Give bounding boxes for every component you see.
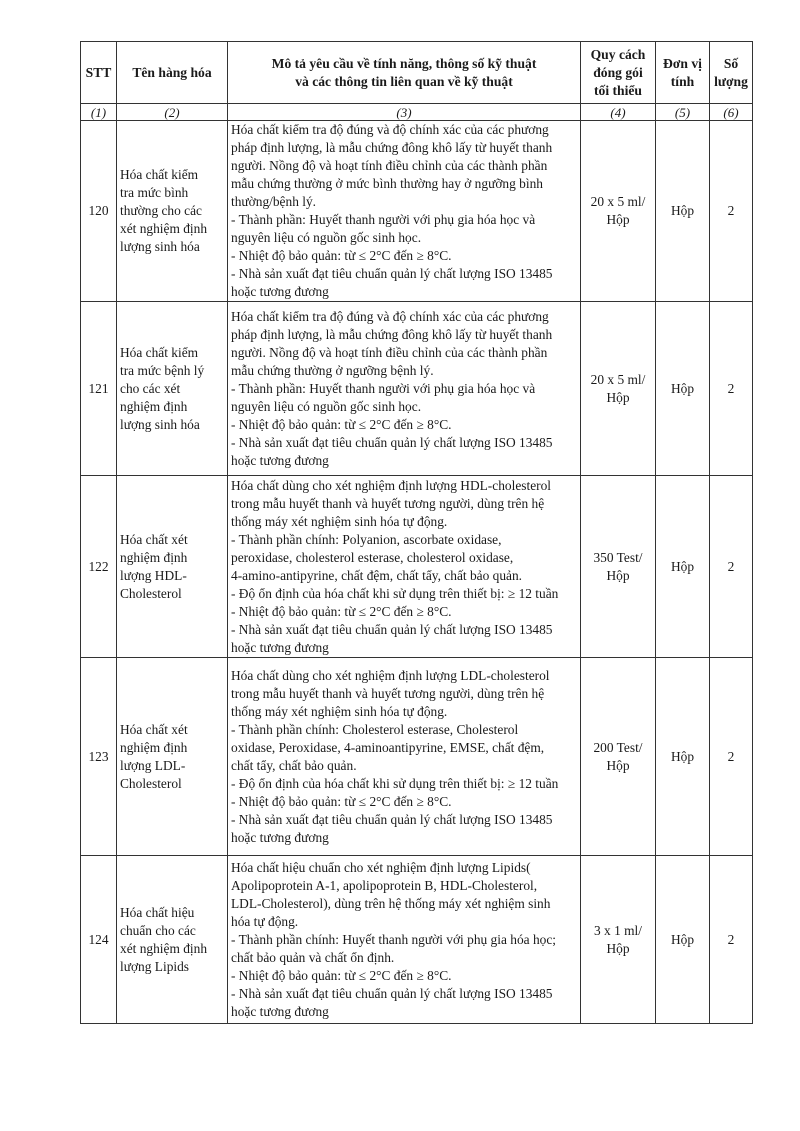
cell-item-name	[117, 121, 228, 302]
cell-description-line: trong mẫu huyết thanh và huyết tương người, dùng trên hệ	[231, 495, 545, 511]
specification-table	[80, 41, 753, 1024]
cell-packaging-line: 3 x 1 ml/	[594, 922, 642, 938]
cell-item-name-line: cho các xét	[120, 380, 181, 396]
cell-description-line: Apolipoprotein A-1, apolipoprotein B, HDL-Cholesterol,	[231, 877, 538, 893]
cell-item-name-line: tra mức bệnh lý	[120, 362, 205, 378]
column-number: (3)	[228, 104, 581, 121]
column-number-row	[81, 104, 753, 121]
cell-description-line: - Nhiệt độ bảo quản: từ ≤ 2°C đến ≥ 8°C.	[231, 248, 452, 263]
cell-description-line: - Nhiệt độ bảo quản: từ ≤ 2°C đến ≥ 8°C.	[231, 967, 452, 983]
table-row	[81, 476, 753, 658]
cell-packaging	[581, 121, 656, 302]
cell-packaging	[581, 302, 656, 476]
cell-description-line: - Thành phần: Huyết thanh người với phụ gia hóa học và	[231, 380, 536, 396]
cell-description-line: - Thành phần: Huyết thanh người với phụ gia hóa học và	[231, 212, 536, 227]
cell-unit: Hộp	[656, 302, 710, 476]
cell-description-line: - Nhà sản xuất đạt tiêu chuẩn quản lý chất lượng ISO 13485	[231, 621, 553, 637]
cell-item-name-line: Hóa chất kiểm	[120, 167, 199, 182]
cell-quantity: 2	[710, 121, 753, 302]
column-number: (2)	[117, 104, 228, 121]
cell-description-line: - Nhiệt độ bảo quản: từ ≤ 2°C đến ≥ 8°C.	[231, 603, 452, 619]
cell-description-line: chất tẩy, chất bảo quản.	[231, 757, 357, 773]
header-row	[81, 42, 753, 104]
cell-unit: Hộp	[656, 121, 710, 302]
table-row	[81, 658, 753, 856]
cell-description-line: peroxidase, cholesterol esterase, cholesterol oxidase,	[231, 549, 514, 565]
header-packaging: Quy cách đóng gói tối thiểu	[581, 42, 656, 104]
cell-item-name-line: lượng HDL-	[120, 567, 187, 583]
cell-description-line: pháp định lượng, là mẫu chứng đông khô lấy từ huyết thanh	[231, 140, 553, 155]
cell-item-name-line: xét nghiệm định	[120, 221, 208, 236]
cell-description	[228, 658, 581, 856]
cell-description-line: nguyên liệu có nguồn gốc sinh học.	[231, 230, 422, 245]
cell-description-line: LDL-Cholesterol), dùng trên hệ thống máy xét nghiệm sinh	[231, 895, 551, 911]
cell-packaging	[581, 658, 656, 856]
cell-item-name	[117, 302, 228, 476]
cell-description-line: thống máy xét nghiệm sinh hóa tự động.	[231, 703, 448, 719]
cell-description	[228, 302, 581, 476]
cell-quantity: 2	[710, 476, 753, 658]
cell-description-line: hóa tự động.	[231, 913, 299, 929]
header-stt: STT	[81, 42, 117, 104]
cell-description-line: người. Nồng độ và hoạt tính điều chỉnh của các thành phần	[231, 158, 548, 173]
cell-item-name-line: lượng LDL-	[120, 757, 186, 773]
cell-description-line: hoặc tương đương	[231, 1003, 329, 1019]
cell-description-line: - Nhà sản xuất đạt tiêu chuẩn quản lý chất lượng ISO 13485	[231, 266, 553, 281]
header-description: Mô tả yêu cầu về tính năng, thông số kỹ thuật và các thông tin liên quan về kỹ thuật	[228, 42, 581, 104]
cell-description-line: Hóa chất dùng cho xét nghiệm định lượng LDL-cholesterol	[231, 667, 550, 683]
column-number: (6)	[710, 104, 753, 121]
cell-stt: 124	[81, 856, 117, 1024]
cell-description-line: chất bảo quản và chất ổn định.	[231, 949, 395, 965]
cell-stt: 121	[81, 302, 117, 476]
cell-packaging-line: Hộp	[606, 940, 630, 956]
cell-description-line: pháp định lượng, là mẫu chứng đông khô lấy từ huyết thanh	[231, 326, 553, 342]
cell-description-line: - Nhà sản xuất đạt tiêu chuẩn quản lý chất lượng ISO 13485	[231, 811, 553, 827]
header-unit: Đơn vị tính	[656, 42, 710, 104]
cell-description-line: mẫu chứng thường ở mức bình thường hay ở ngưỡng bình	[231, 176, 543, 191]
cell-item-name-line: Cholesterol	[120, 775, 182, 791]
cell-description-line: hoặc tương đương	[231, 284, 329, 299]
cell-quantity: 2	[710, 658, 753, 856]
cell-item-name-line: tra mức bình	[120, 185, 189, 200]
cell-packaging-line: 350 Test/	[593, 549, 643, 565]
cell-item-name-line: chuẩn cho các	[120, 922, 196, 938]
cell-description-line: - Thành phần chính: Polyanion, ascorbate oxidase,	[231, 531, 502, 547]
table-body	[81, 121, 753, 1024]
cell-description-line: trong mẫu huyết thanh và huyết tương người, dùng trên hệ	[231, 685, 545, 701]
table-row	[81, 121, 753, 302]
cell-item-name-line: thường cho các	[120, 203, 203, 218]
cell-packaging-line: Hộp	[606, 389, 630, 405]
cell-packaging	[581, 856, 656, 1024]
cell-description-line: - Độ ổn định của hóa chất khi sử dụng trên thiết bị: ≥ 12 tuần	[231, 585, 559, 601]
cell-packaging-line: 20 x 5 ml/	[590, 194, 646, 209]
cell-item-name-line: lượng sinh hóa	[120, 416, 200, 432]
cell-item-name-line: Hóa chất kiểm	[120, 344, 199, 360]
cell-packaging-line: Hộp	[606, 567, 630, 583]
cell-description-line: - Độ ổn định của hóa chất khi sử dụng trên thiết bị: ≥ 12 tuần	[231, 775, 559, 791]
cell-description	[228, 856, 581, 1024]
cell-description-line: - Nhiệt độ bảo quản: từ ≤ 2°C đến ≥ 8°C.	[231, 793, 452, 809]
cell-description-line: mẫu chứng thường ở ngưỡng bệnh lý.	[231, 362, 434, 378]
cell-stt: 122	[81, 476, 117, 658]
cell-description	[228, 121, 581, 302]
cell-item-name-line: nghiệm định	[120, 549, 188, 565]
cell-item-name-line: lượng Lipids	[120, 958, 190, 974]
cell-packaging-line: Hộp	[606, 757, 630, 773]
cell-quantity: 2	[710, 302, 753, 476]
cell-description-line: - Nhà sản xuất đạt tiêu chuẩn quản lý chất lượng ISO 13485	[231, 434, 553, 450]
cell-item-name	[117, 856, 228, 1024]
cell-item-name	[117, 658, 228, 856]
cell-item-name-line: Hóa chất hiệu	[120, 904, 195, 920]
cell-description-line: Hóa chất kiểm tra độ đúng và độ chính xác của các phương	[231, 308, 549, 324]
cell-item-name-line: Cholesterol	[120, 585, 182, 601]
cell-packaging	[581, 476, 656, 658]
cell-unit: Hộp	[656, 856, 710, 1024]
cell-unit: Hộp	[656, 658, 710, 856]
cell-description-line: Hóa chất hiệu chuẩn cho xét nghiệm định lượng Lipids(	[231, 859, 531, 875]
cell-description-line: người. Nồng độ và hoạt tính điều chỉnh của các thành phần	[231, 344, 548, 360]
column-number: (4)	[581, 104, 656, 121]
cell-stt: 123	[81, 658, 117, 856]
cell-item-name-line: xét nghiệm định	[120, 940, 208, 956]
cell-description-line: 4-amino-antipyrine, chất đệm, chất tẩy, chất bảo quản.	[231, 567, 523, 583]
cell-packaging-line: 20 x 5 ml/	[590, 371, 646, 387]
cell-unit: Hộp	[656, 476, 710, 658]
cell-description-line: hoặc tương đương	[231, 639, 329, 655]
cell-description-line: nguyên liệu có nguồn gốc sinh học.	[231, 398, 422, 414]
cell-quantity: 2	[710, 856, 753, 1024]
cell-item-name	[117, 476, 228, 658]
cell-description-line: - Thành phần chính: Huyết thanh người với phụ gia hóa học;	[231, 931, 557, 947]
cell-description-line: Hóa chất kiểm tra độ đúng và độ chính xác của các phương	[231, 122, 549, 137]
cell-description-line: hoặc tương đương	[231, 452, 329, 468]
cell-item-name-line: lượng sinh hóa	[120, 239, 200, 254]
column-number: (1)	[81, 104, 117, 121]
header-quantity: Số lượng	[710, 42, 753, 104]
cell-packaging-line: 200 Test/	[593, 739, 643, 755]
cell-item-name-line: Hóa chất xét	[120, 721, 188, 737]
cell-description-line: oxidase, Peroxidase, 4-aminoantipyrine, EMSE, chất đệm,	[231, 739, 545, 755]
cell-description-line: - Nhiệt độ bảo quản: từ ≤ 2°C đến ≥ 8°C.	[231, 416, 452, 432]
cell-packaging-line: Hộp	[606, 212, 630, 227]
column-number: (5)	[656, 104, 710, 121]
cell-description-line: hoặc tương đương	[231, 829, 329, 845]
header-name: Tên hàng hóa	[117, 42, 228, 104]
cell-description-line: thống máy xét nghiệm sinh hóa tự động.	[231, 513, 448, 529]
cell-description-line: - Nhà sản xuất đạt tiêu chuẩn quản lý chất lượng ISO 13485	[231, 985, 553, 1001]
cell-item-name-line: nghiệm định	[120, 739, 188, 755]
cell-stt: 120	[81, 121, 117, 302]
table-row	[81, 856, 753, 1024]
cell-description	[228, 476, 581, 658]
cell-description-line: Hóa chất dùng cho xét nghiệm định lượng HDL-cholesterol	[231, 477, 552, 493]
cell-item-name-line: nghiệm định	[120, 398, 188, 414]
cell-description-line: - Thành phần chính: Cholesterol esterase, Cholesterol	[231, 721, 519, 737]
cell-description-line: thường/bệnh lý.	[231, 194, 317, 209]
cell-item-name-line: Hóa chất xét	[120, 531, 188, 547]
table-row	[81, 302, 753, 476]
